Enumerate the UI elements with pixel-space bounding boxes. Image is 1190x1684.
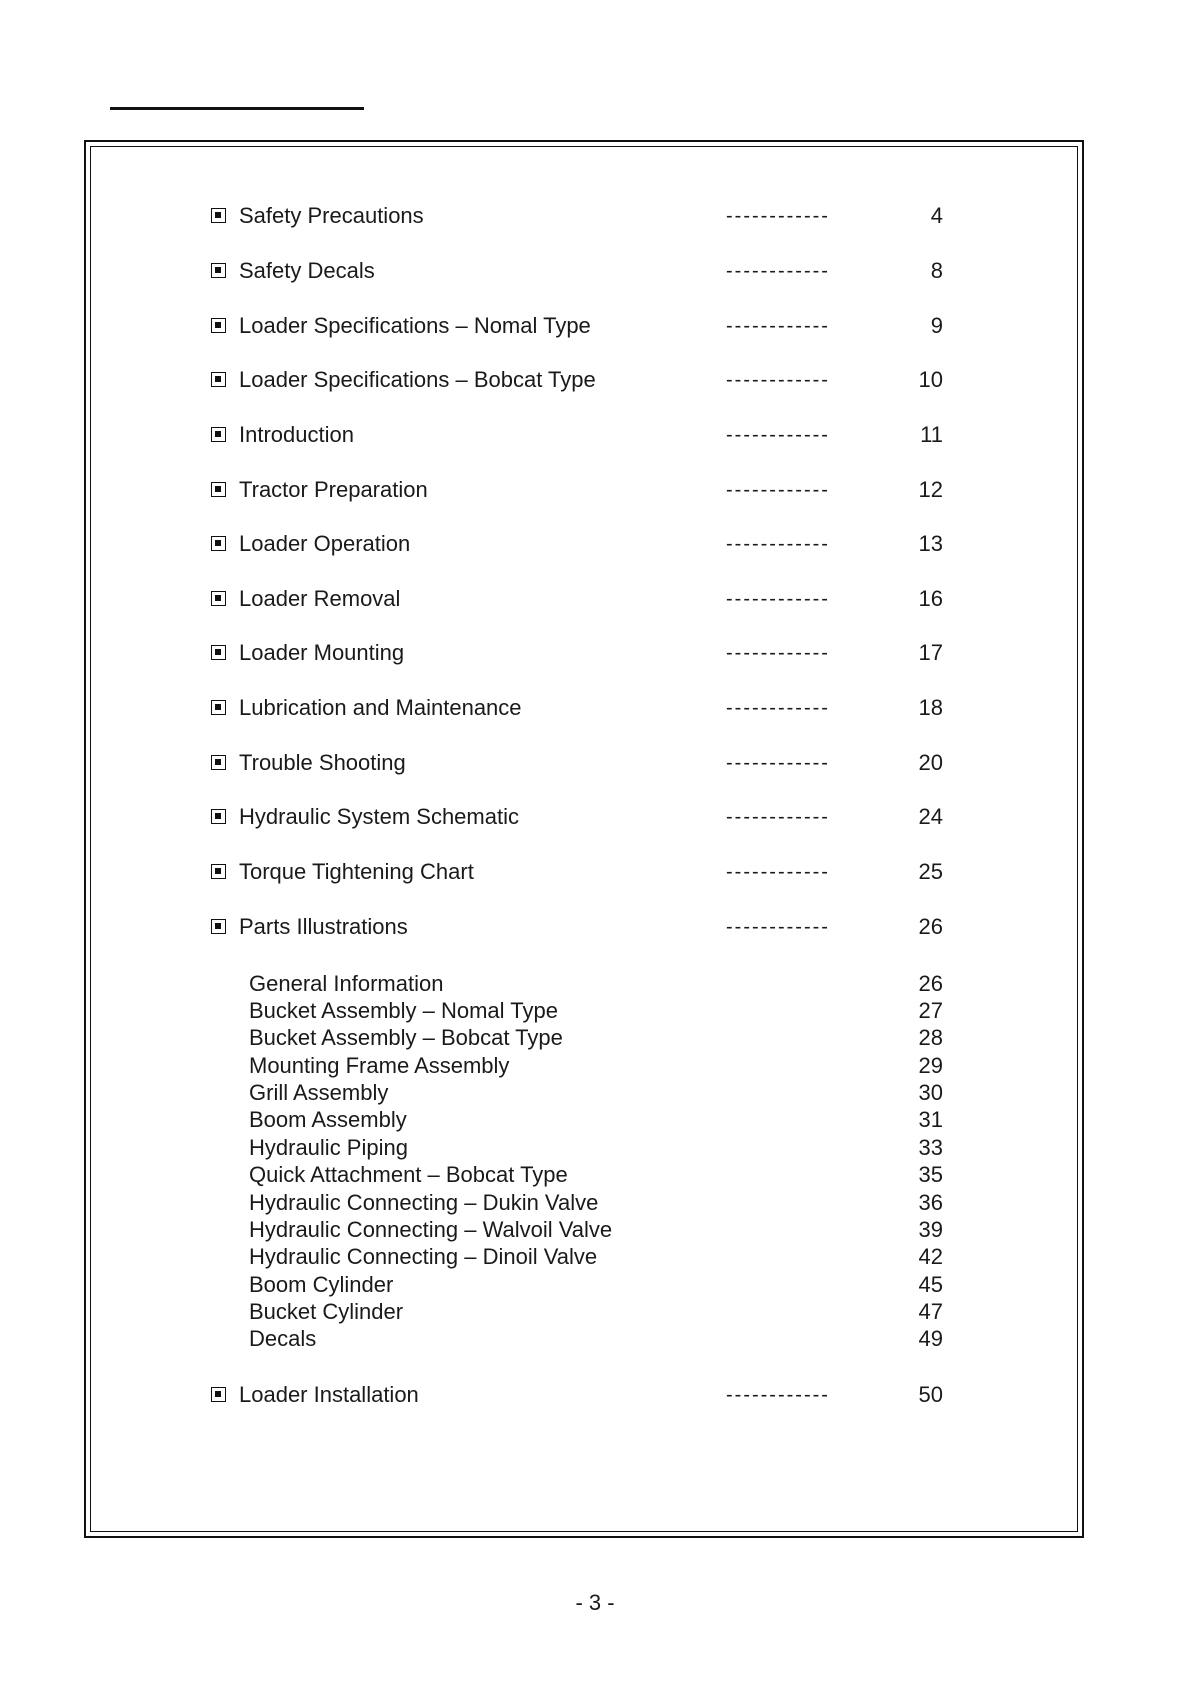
square-bullet-icon xyxy=(211,700,226,715)
toc-entry-label: Loader Operation xyxy=(239,531,411,556)
toc-leader: ------------ xyxy=(726,1384,830,1406)
square-bullet-icon xyxy=(211,536,226,551)
toc-leader: ------------ xyxy=(726,424,830,446)
toc-sub-page-number: 33 xyxy=(918,1135,943,1160)
toc-sub-page-number: 42 xyxy=(918,1244,943,1269)
square-bullet-icon xyxy=(211,919,226,934)
square-bullet-icon xyxy=(211,645,226,660)
toc-sub-page-number: 26 xyxy=(918,971,943,996)
toc-sub-entry-label: Boom Cylinder xyxy=(249,1272,394,1297)
toc-sub-page-number: 45 xyxy=(918,1272,943,1297)
toc-leader: ------------ xyxy=(726,533,830,555)
toc-entry-label: Loader Removal xyxy=(239,586,401,611)
toc-sub-page-number: 39 xyxy=(918,1217,943,1242)
toc-leader: ------------ xyxy=(726,806,830,828)
toc-entry-label: Loader Mounting xyxy=(239,640,405,665)
toc-page-number: 25 xyxy=(918,859,943,884)
toc-entry-label: Safety Precautions xyxy=(239,203,424,228)
toc-page-number: 18 xyxy=(918,695,943,720)
square-bullet-icon xyxy=(211,208,226,223)
toc-sub-entry-label: Grill Assembly xyxy=(249,1080,389,1105)
toc-leader: ------------ xyxy=(726,479,830,501)
toc-entry-label: Lubrication and Maintenance xyxy=(239,695,522,720)
toc-sub-entry-label: Bucket Assembly – Nomal Type xyxy=(249,998,558,1023)
toc-leader: ------------ xyxy=(726,588,830,610)
square-bullet-icon xyxy=(211,591,226,606)
toc-sub-entry-label: Mounting Frame Assembly xyxy=(249,1053,510,1078)
square-bullet-icon xyxy=(211,318,226,333)
square-bullet-icon xyxy=(211,372,226,387)
toc-sub-page-number: 49 xyxy=(918,1326,943,1351)
toc-page-number: 8 xyxy=(930,258,943,283)
toc-entry-label: Introduction xyxy=(239,422,354,447)
toc-page-number: 26 xyxy=(918,914,943,939)
toc-entry-label: Parts Illustrations xyxy=(239,914,408,939)
square-bullet-icon xyxy=(211,1387,226,1402)
square-bullet-icon xyxy=(211,809,226,824)
toc-entry-label: Safety Decals xyxy=(239,258,375,283)
toc-sub-page-number: 28 xyxy=(918,1025,943,1050)
toc-page-number: 12 xyxy=(918,477,943,502)
toc-page-number: 11 xyxy=(920,422,943,447)
toc-sub-page-number: 47 xyxy=(918,1299,943,1324)
toc-sub-page-number: 27 xyxy=(918,998,943,1023)
toc-leader: ------------ xyxy=(726,752,830,774)
toc-page-number: 13 xyxy=(918,531,943,556)
toc-entry-label: Torque Tightening Chart xyxy=(239,859,474,884)
toc-sub-entry-label: Decals xyxy=(249,1326,317,1351)
toc-sub-entry-label: Hydraulic Connecting – Dinoil Valve xyxy=(249,1244,598,1269)
toc-leader: ------------ xyxy=(726,315,830,337)
toc-leader: ------------ xyxy=(726,697,830,719)
toc-page-number: 9 xyxy=(930,313,943,338)
toc-sub-entry-label: General Information xyxy=(249,971,444,996)
toc-entry-label: Loader Installation xyxy=(239,1382,419,1407)
toc-frame xyxy=(84,140,1084,1538)
square-bullet-icon xyxy=(211,427,226,442)
toc-page-number: 50 xyxy=(918,1382,943,1407)
toc-page-number: 17 xyxy=(918,640,943,665)
toc-entry-label: Hydraulic System Schematic xyxy=(239,804,519,829)
toc-sub-page-number: 36 xyxy=(918,1190,943,1215)
toc-page-number: 10 xyxy=(918,367,943,392)
toc-sub-page-number: 30 xyxy=(918,1080,943,1105)
toc-sub-entry-label: Bucket Cylinder xyxy=(249,1299,404,1324)
square-bullet-icon xyxy=(211,263,226,278)
toc-sub-entry-label: Bucket Assembly – Bobcat Type xyxy=(249,1025,563,1050)
page-number-footer: - 3 - xyxy=(575,1590,615,1615)
toc-page-number: 20 xyxy=(918,750,943,775)
toc-page-number: 16 xyxy=(918,586,943,611)
toc-sub-entry-label: Hydraulic Connecting – Walvoil Valve xyxy=(249,1217,613,1242)
toc-entry-label: Loader Specifications – Bobcat Type xyxy=(239,367,596,392)
square-bullet-icon xyxy=(211,482,226,497)
square-bullet-icon xyxy=(211,755,226,770)
header-rule xyxy=(110,107,364,110)
toc-sub-entry-label: Hydraulic Piping xyxy=(249,1135,408,1160)
toc-leader: ------------ xyxy=(726,369,830,391)
toc-page-number: 4 xyxy=(930,203,943,228)
toc-page-number: 24 xyxy=(918,804,943,829)
toc-leader: ------------ xyxy=(726,861,830,883)
table-of-contents xyxy=(86,142,1082,1536)
toc-entry-label: Loader Specifications – Nomal Type xyxy=(239,313,591,338)
toc-leader: ------------ xyxy=(726,916,830,938)
toc-sub-page-number: 31 xyxy=(918,1107,943,1132)
toc-sub-page-number: 35 xyxy=(918,1162,943,1187)
toc-sub-entry-label: Boom Assembly xyxy=(249,1107,407,1132)
toc-leader: ------------ xyxy=(726,260,830,282)
toc-leader: ------------ xyxy=(726,642,830,664)
square-bullet-icon xyxy=(211,864,226,879)
toc-entry-label: Tractor Preparation xyxy=(239,477,428,502)
toc-sub-page-number: 29 xyxy=(918,1053,943,1078)
toc-sub-entry-label: Quick Attachment – Bobcat Type xyxy=(249,1162,568,1187)
toc-leader: ------------ xyxy=(726,205,830,227)
toc-sub-entry-label: Hydraulic Connecting – Dukin Valve xyxy=(249,1190,599,1215)
toc-entry-label: Trouble Shooting xyxy=(239,750,406,775)
